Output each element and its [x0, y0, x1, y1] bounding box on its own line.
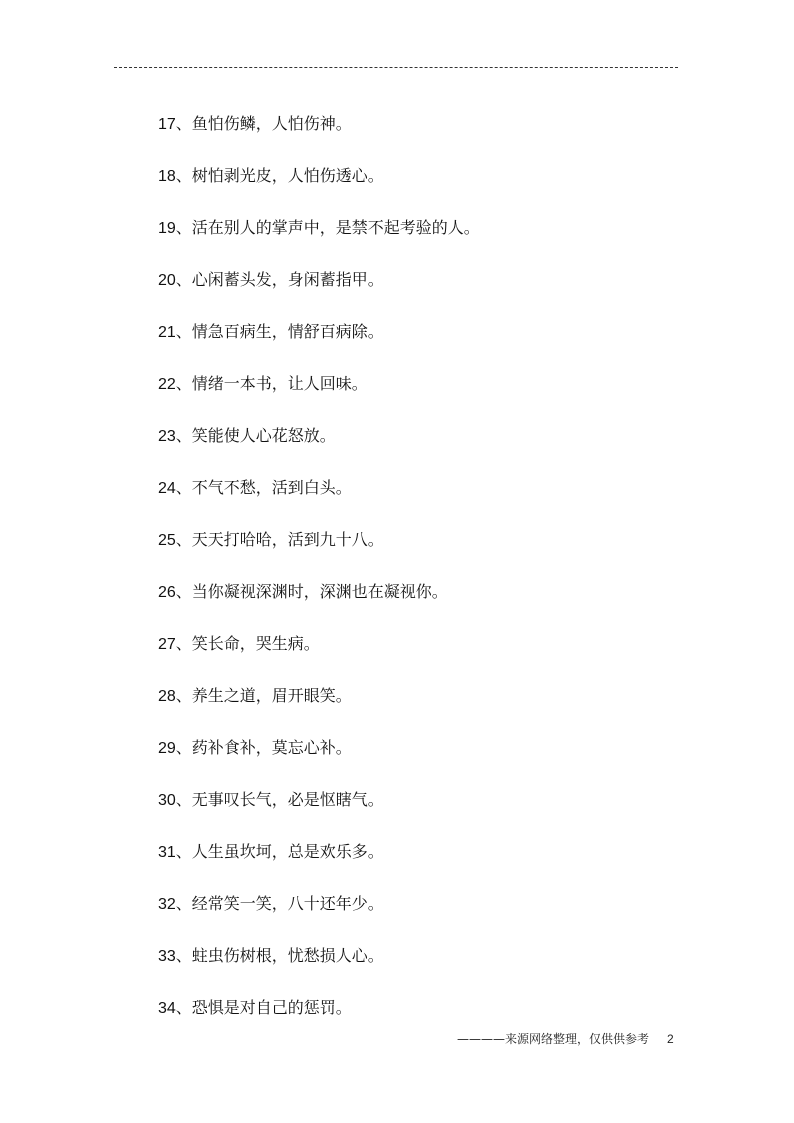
item-number: 29 [158, 740, 176, 757]
item-text: 、心闲蓄头发，身闲蓄指甲。 [175, 270, 384, 289]
item-number: 20 [158, 272, 176, 289]
item-number: 27 [158, 636, 176, 653]
item-number: 28 [158, 688, 176, 705]
item-text: 、情急百病生，情舒百病除。 [175, 322, 384, 341]
item-number: 30 [158, 792, 176, 809]
footer-source-note: ————来源网络整理，仅供供参考 [457, 1032, 650, 1046]
item-text: 、无事叹长气，必是怄瞎气。 [175, 790, 384, 809]
item-number: 34 [158, 1000, 176, 1017]
item-number: 31 [158, 844, 176, 861]
item-number: 33 [158, 948, 176, 965]
list-item [158, 788, 718, 840]
item-text: 、药补食补，莫忘心补。 [175, 738, 352, 757]
item-text: 、情绪一本书，让人回味。 [175, 374, 368, 393]
item-number: 18 [158, 168, 176, 185]
list-item [158, 632, 718, 684]
list-item [158, 736, 718, 788]
item-text: 、人生虽坎坷，总是欢乐多。 [175, 842, 384, 861]
item-text: 、笑能使人心花怒放。 [175, 426, 336, 445]
item-number: 25 [158, 532, 176, 549]
list-item [158, 892, 718, 944]
list-item [158, 944, 718, 996]
item-number: 24 [158, 480, 176, 497]
list-item [158, 216, 718, 268]
item-number: 19 [158, 220, 176, 237]
item-text: 、树怕剥光皮，人怕伤透心。 [175, 166, 384, 185]
list-item [158, 320, 718, 372]
item-number: 26 [158, 584, 176, 601]
list-item [158, 684, 718, 736]
item-number: 22 [158, 376, 176, 393]
list-item [158, 164, 718, 216]
item-number: 17 [158, 116, 176, 133]
page-footer [457, 1030, 674, 1047]
item-number: 32 [158, 896, 176, 913]
list-item [158, 476, 718, 528]
list-item [158, 372, 718, 424]
list-item [158, 112, 718, 164]
item-text: 、当你凝视深渊时，深渊也在凝视你。 [175, 582, 448, 601]
list-item [158, 528, 718, 580]
list-item [158, 424, 718, 476]
list-item [158, 840, 718, 892]
list-item [158, 268, 718, 320]
item-number: 21 [158, 324, 176, 341]
page-number: 2 [667, 1032, 674, 1046]
quote-list [158, 112, 718, 1048]
item-text: 、笑长命，哭生病。 [175, 634, 320, 653]
header-dashed-rule [114, 67, 678, 68]
item-text: 、天天打哈哈，活到九十八。 [175, 530, 384, 549]
item-text: 、恐惧是对自己的惩罚。 [175, 998, 352, 1017]
item-number: 23 [158, 428, 176, 445]
item-text: 、鱼怕伤鳞，人怕伤神。 [175, 114, 352, 133]
item-text: 、活在别人的掌声中，是禁不起考验的人。 [175, 218, 480, 237]
item-text: 、蛀虫伤树根，忧愁损人心。 [175, 946, 384, 965]
item-text: 、经常笑一笑，八十还年少。 [175, 894, 384, 913]
list-item [158, 580, 718, 632]
item-text: 、养生之道，眉开眼笑。 [175, 686, 352, 705]
item-text: 、不气不愁，活到白头。 [175, 478, 352, 497]
